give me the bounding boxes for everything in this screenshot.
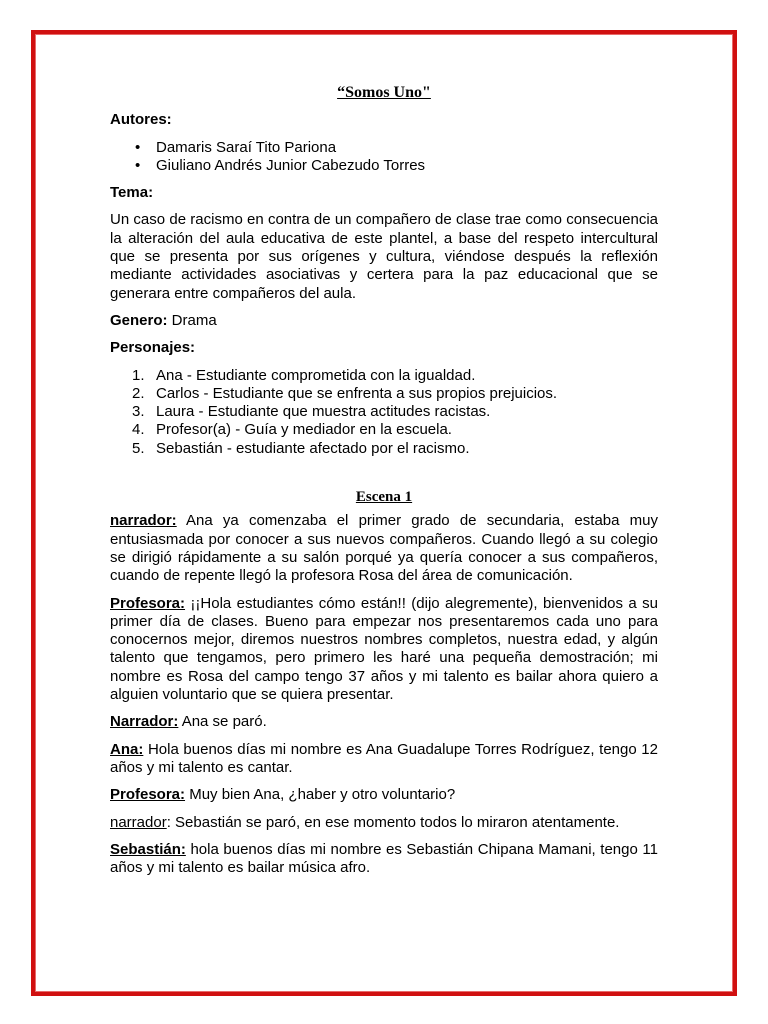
dialogue-line bbox=[110, 713, 658, 731]
dialogue-text: Ana ya comenzaba el primer grado de secundaria, estaba muy entusiasmada por conocer a sus nuevos compañeros. Cuando llegó a su colegio se dirigió rápidamente a su salón porqué ya quería conocer a sus compañeros, cuando de repente llegó la profesora Rosa del área de comunicación. bbox=[110, 512, 658, 585]
dialogue-text: Hola buenos días mi nombre es Ana Guadalupe Torres Rodríguez, tengo 12 años y mi talento es cantar. bbox=[110, 740, 658, 776]
dialogue-text: : Sebastián se paró, en ese momento todos lo miraron atentamente. bbox=[166, 813, 620, 831]
speaker-label: narrador: bbox=[110, 512, 177, 530]
theme-paragraph: Un caso de racismo en contra de un compañero de clase trae como consecuencia la alteración del aula educativa de este plantel, a base del respeto intercultural que se presenta por sus orígenes y cultura, viéndose después la reflexión mediante actividades asociativas y certera para la paz educacional que se generara entre compañeros del aula. bbox=[110, 211, 658, 302]
authors-list bbox=[110, 139, 658, 176]
theme-label: Tema: bbox=[110, 184, 154, 202]
list-item: Laura - Estudiante que muestra actitudes racistas. bbox=[156, 403, 491, 421]
dialogue-text: Muy bien Ana, ¿haber y otro voluntario? bbox=[185, 786, 456, 804]
speaker-label: Narrador: bbox=[110, 713, 179, 731]
genre-line bbox=[110, 312, 658, 330]
document-title: “Somos Uno" bbox=[337, 84, 431, 101]
dialogue-text: ¡¡Hola estudiantes cómo están!! (dijo alegremente), bienvenidos a su primer día de clases. Bueno para empezar nos presentaremos cada uno para conocernos mejor, diremos nuestros nombres completos, nuestra edad, y algún talento que tengamos, pero primero les haré una pequeña demostración; mi nombre es Rosa del campo tengo 37 años y mi talento es bailar ahora quiero a alguien voluntario que se quiera presentar. bbox=[110, 594, 658, 704]
dialogue-text: hola buenos días mi nombre es Sebastián Chipana Mamani, tengo 11 años y mi talento es bailar música afro. bbox=[110, 840, 658, 877]
dialogue-line bbox=[110, 741, 658, 778]
dialogue-line bbox=[110, 841, 658, 878]
characters-list bbox=[110, 367, 658, 458]
dialogue-line bbox=[110, 595, 658, 705]
document-body bbox=[110, 84, 658, 886]
speaker-label: Sebastián: bbox=[110, 840, 186, 858]
list-item: Profesor(a) - Guía y mediador en la escuela. bbox=[156, 421, 452, 439]
list-item: Carlos - Estudiante que se enfrenta a sus propios prejuicios. bbox=[156, 384, 558, 402]
dialogue-line bbox=[110, 814, 658, 832]
scene-title: Escena 1 bbox=[355, 489, 413, 506]
characters-label: Personajes: bbox=[110, 339, 196, 357]
list-item: • Giuliano Andrés Junior Cabezudo Torres bbox=[156, 157, 658, 175]
speaker-label: Profesora: bbox=[110, 594, 186, 612]
dialogue-line bbox=[110, 512, 658, 585]
list-item: Sebastián - estudiante afectado por el racismo. bbox=[156, 439, 470, 457]
speaker-label: Ana: bbox=[110, 740, 144, 758]
genre-value: Drama bbox=[167, 311, 217, 329]
speaker-label: narrador bbox=[110, 813, 167, 831]
authors-label: Autores: bbox=[110, 111, 172, 129]
list-item: • Damaris Saraí Tito Pariona bbox=[156, 139, 658, 157]
speaker-label: Profesora: bbox=[110, 786, 186, 804]
dialogue-line bbox=[110, 786, 658, 804]
dialogue-text: Ana se paró. bbox=[178, 713, 267, 731]
genre-label: Genero: bbox=[110, 311, 168, 329]
list-item: Ana - Estudiante comprometida con la igualdad. bbox=[156, 366, 476, 384]
